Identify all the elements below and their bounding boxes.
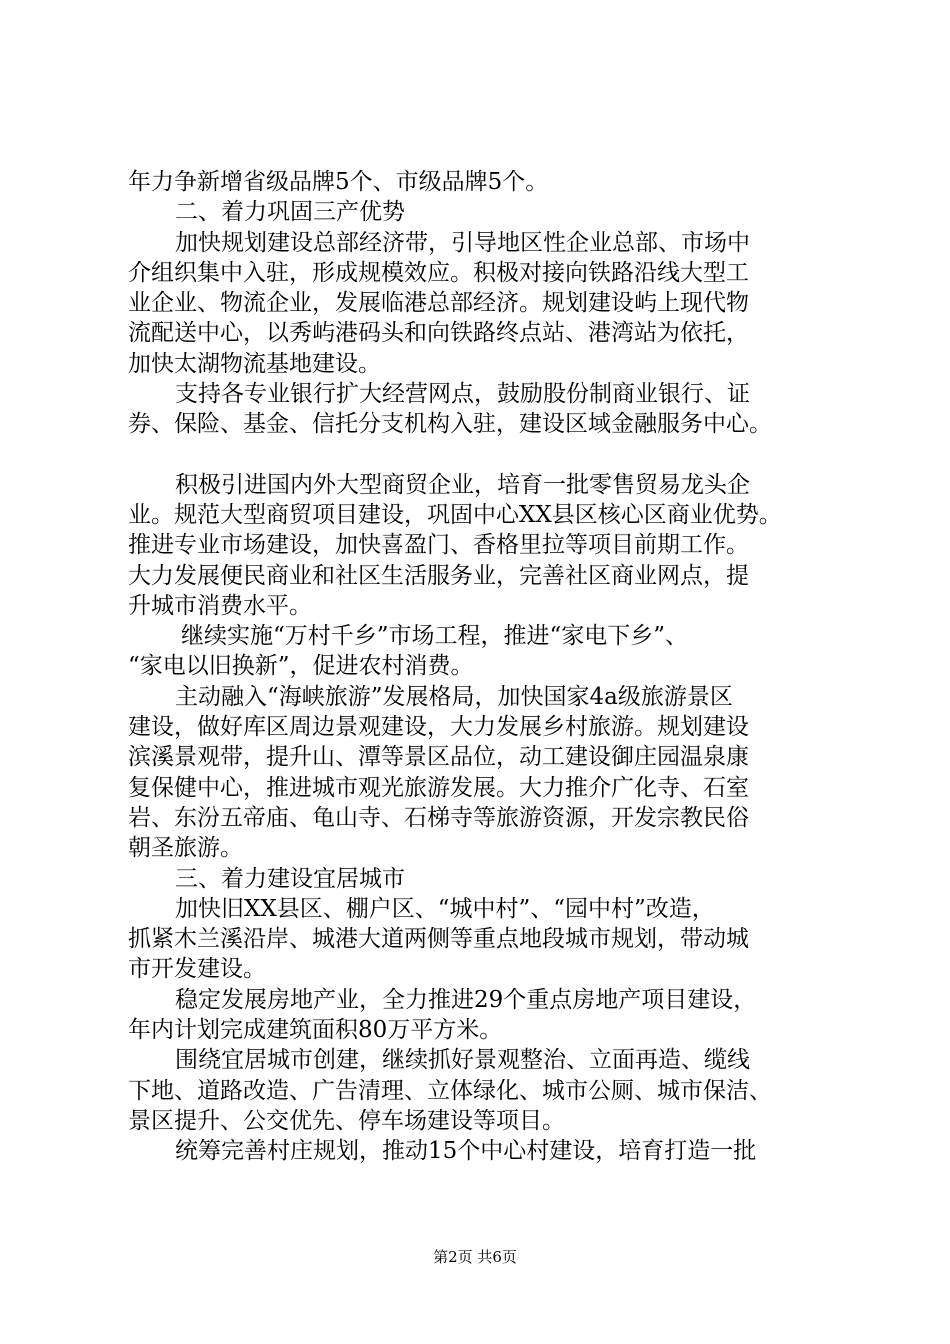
text-line: 建设，做好库区周边景观建设，大力发展乡村旅游。规划建设: [128, 714, 749, 741]
text-line: 升城市消费水平。: [128, 592, 312, 619]
text-line: “家电以旧换新”，促进农村消费。: [128, 653, 474, 680]
text-line: 加快旧XX县区、棚户区、“城中村”、“园中村”改造，: [175, 895, 715, 922]
text-line: 下地、道路改造、广告清理、立体绿化、城市公厕、城市保洁、: [128, 1077, 772, 1104]
text-line: 业。规范大型商贸项目建设，巩固中心XX县区核心区商业优势。: [128, 501, 782, 528]
section-heading: 二、着力巩固三产优势: [175, 199, 405, 226]
text-line: 市开发建设。: [128, 956, 266, 983]
text-line: 滨溪景观带，提升山、潭等景区品位，动工建设御庄园温泉康: [128, 744, 749, 771]
text-line: 稳定发展房地产业，全力推进29个重点房地产项目建设，: [175, 986, 757, 1013]
text-line: 业企业、物流企业，发展临港总部经济。规划建设屿上现代物: [128, 290, 749, 317]
text-line: 复保健中心，推进城市观光旅游发展。大力推介广化寺、石室: [128, 774, 749, 801]
text-line: 统筹完善村庄规划，推动15个中心村建设，培育打造一批: [175, 1138, 757, 1165]
text-line: 年力争新增省级品牌5个、市级品牌5个。: [128, 169, 549, 195]
text-line: 年内计划完成建筑面积80万平方米。: [128, 1017, 503, 1044]
text-line: 流配送中心，以秀屿港码头和向铁路终点站、港湾站为依托，: [128, 320, 749, 347]
text-line: 加快太湖物流基地建设。: [128, 350, 381, 377]
text-line: 朝圣旅游。: [128, 835, 243, 862]
text-line: 景区提升、公交优先、停车场建设等项目。: [128, 1107, 565, 1134]
section-heading: 三、着力建设宜居城市: [175, 865, 405, 892]
text-line: 继续实施“万村千乡”市场工程，推进“家电下乡”、: [181, 623, 689, 650]
text-line: 积极引进国内外大型商贸企业，培育一批零售贸易龙头企: [175, 471, 750, 498]
text-line: 大力发展便民商业和社区生活服务业，完善社区商业网点，提: [128, 562, 749, 589]
text-line: 岩、东汾五帝庙、龟山寺、石梯寺等旅游资源，开发宗教民俗: [128, 804, 749, 831]
text-line: 介组织集中入驻，形成规模效应。积极对接向铁路沿线大型工: [128, 259, 749, 286]
document-body: [128, 167, 840, 1167]
text-line: 抓紧木兰溪沿岸、城港大道两侧等重点地段城市规划，带动城: [128, 926, 749, 953]
text-line: 主动融入“海峡旅游”发展格局，加快国家4a级旅游景区: [175, 683, 733, 710]
text-line: 支持各专业银行扩大经营网点，鼓励股份制商业银行、证: [175, 381, 750, 408]
text-line: 围绕宜居城市创建，继续抓好景观整治、立面再造、缆线: [175, 1047, 750, 1074]
text-line: 推进专业市场建设，加快喜盈门、香格里拉等项目前期工作。: [128, 532, 749, 559]
page-number-footer: 第2页 共6页: [433, 1248, 517, 1266]
text-line: 加快规划建设总部经济带，引导地区性企业总部、市场中: [175, 229, 750, 256]
text-line: 券、保险、基金、信托分支机构入驻，建设区域金融服务中心。: [128, 411, 772, 438]
